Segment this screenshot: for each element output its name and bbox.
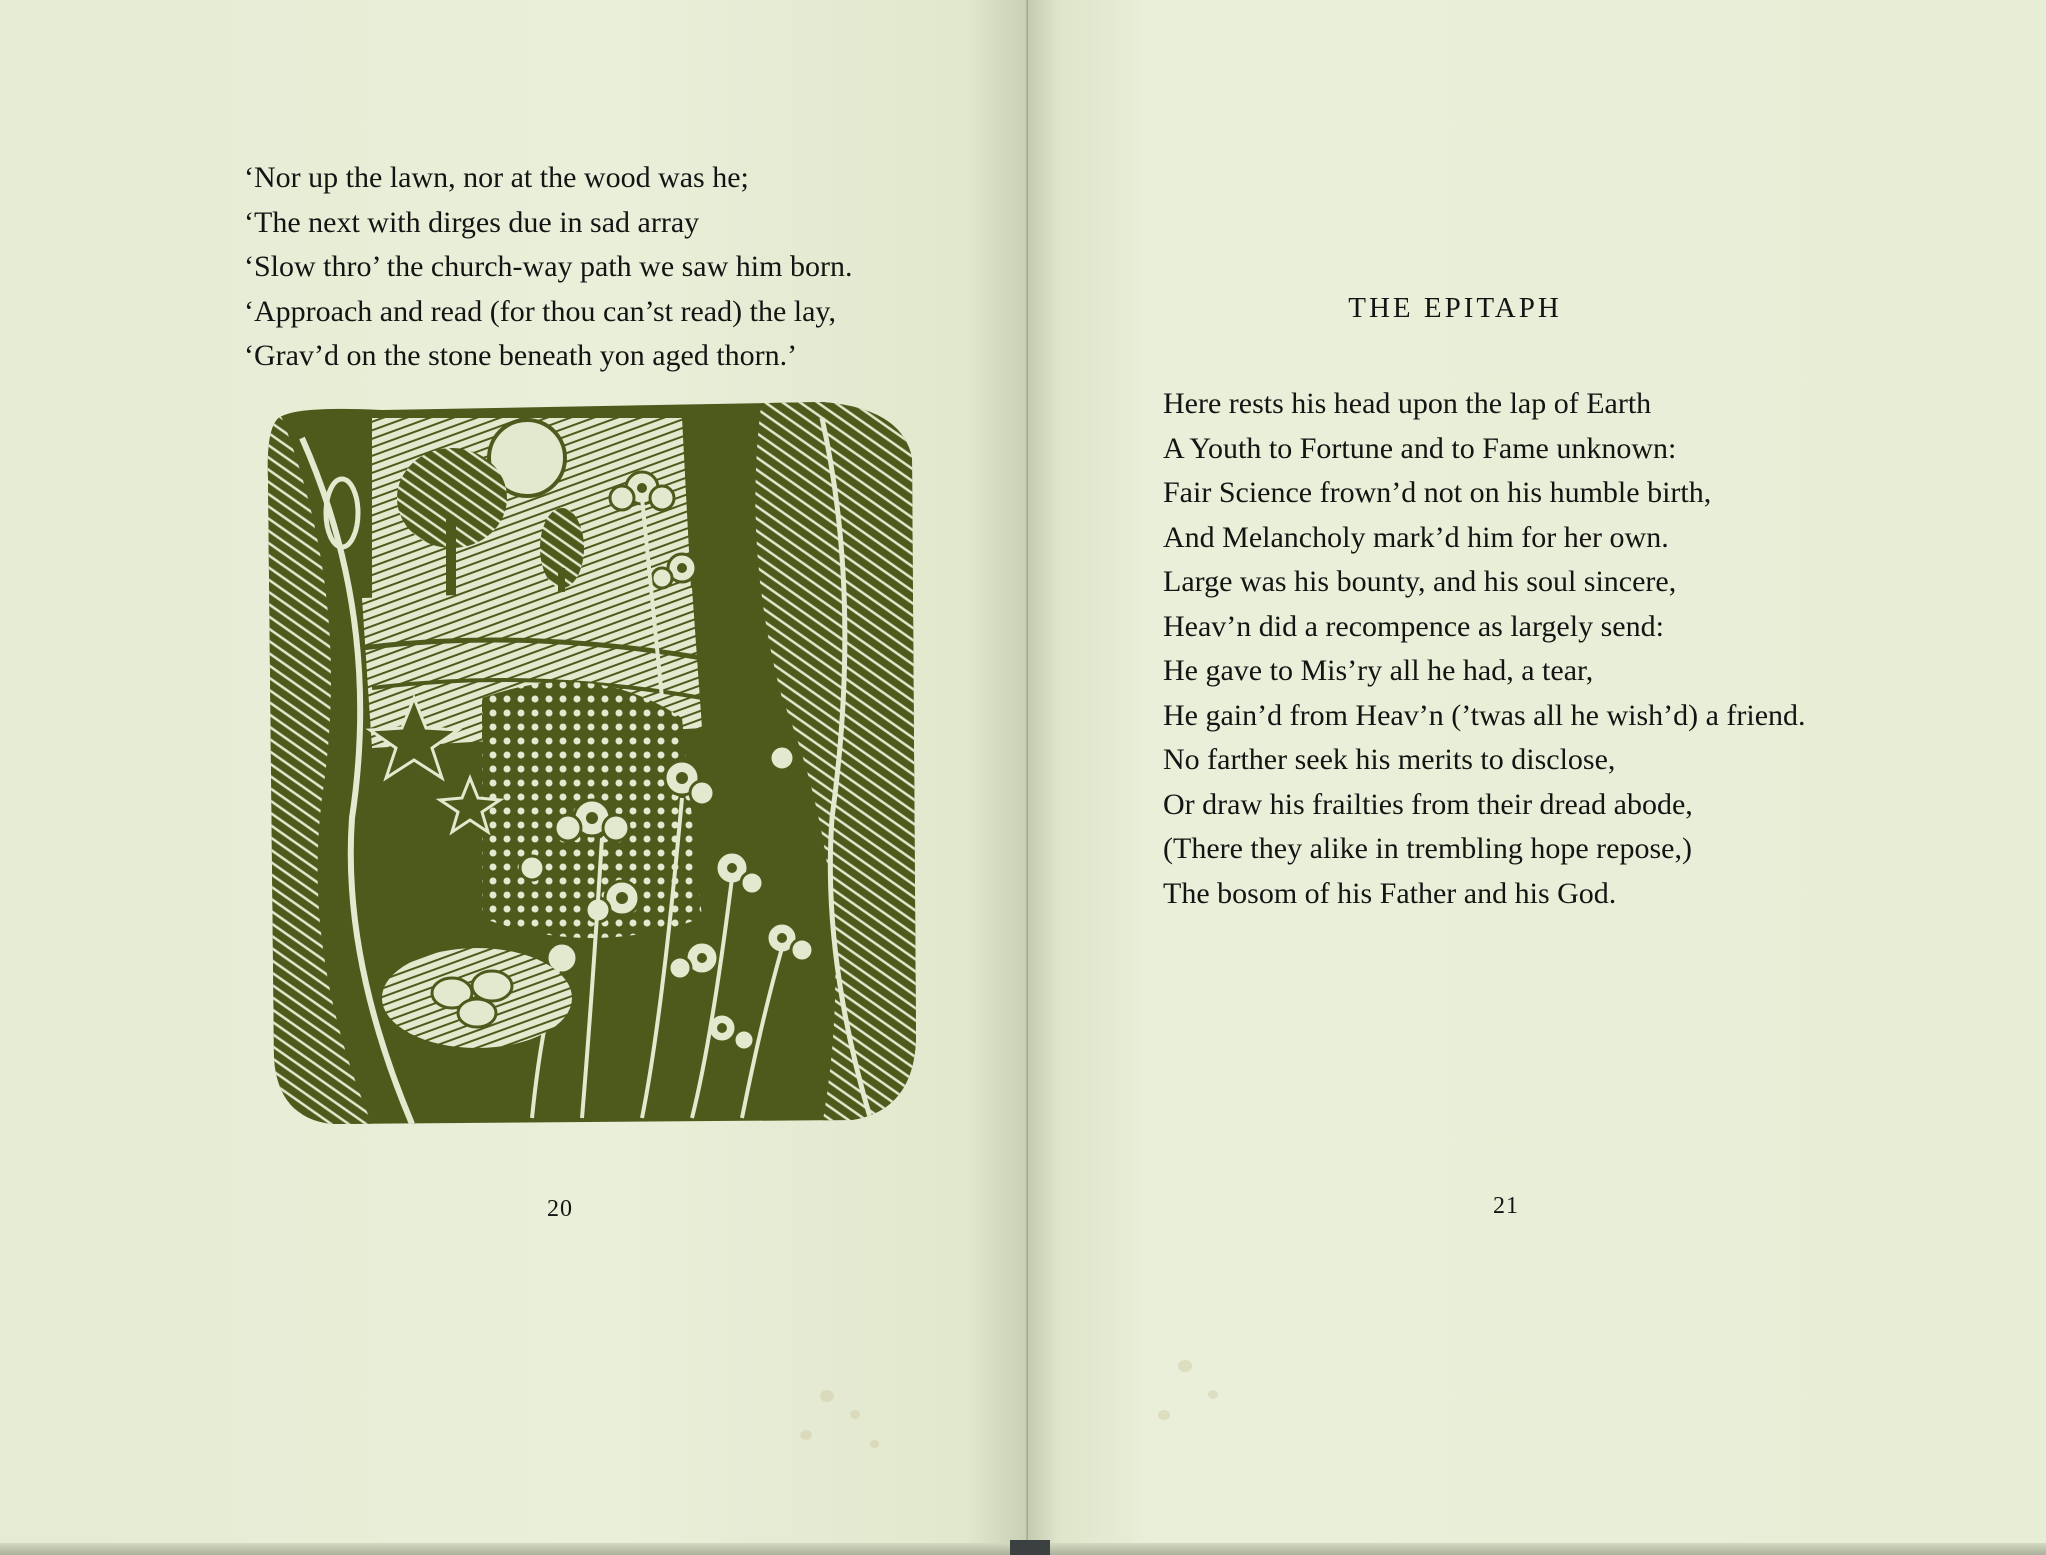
verse-line: ‘Nor up the lawn, nor at the wood was he; — [244, 161, 749, 194]
paper-stain — [1158, 1410, 1170, 1420]
spine-edge — [1010, 1540, 1050, 1555]
verse-line: ‘Approach and read (for thou can’st read) the lay, — [244, 294, 836, 328]
paper-stain — [800, 1430, 812, 1440]
verse-line: He gave to Mis’ry all he had, a tear, — [1163, 654, 1594, 687]
paper-stain — [1208, 1390, 1218, 1399]
verse-line: Heav’n did a recompence as largely send: — [1163, 609, 1664, 643]
poem-title: THE EPITAPH — [1348, 292, 1562, 324]
verse-line: ‘The next with dirges due in sad array — [244, 205, 700, 239]
verse-line: ‘Slow thro’ the church-way path we saw him born. — [244, 250, 853, 283]
paper-stain — [850, 1410, 860, 1419]
verse-line: And Melancholy mark’d him for her own. — [1163, 520, 1669, 554]
epitaph-verse — [1163, 382, 1806, 916]
page-number-left: 20 — [547, 1196, 573, 1222]
verse-line: ‘Grav’d on the stone beneath yon aged thorn.’ — [244, 339, 798, 372]
page-number-right: 21 — [1493, 1193, 1519, 1219]
woodcut-illustration — [262, 398, 920, 1126]
verse-line: Here rests his head upon the lap of Earth — [1163, 387, 1652, 420]
paper-stain — [870, 1440, 879, 1448]
left-verse — [244, 156, 852, 379]
verse-line: No farther seek his merits to disclose, — [1163, 743, 1616, 776]
verse-line: Fair Science frown’d not on his humble birth, — [1163, 476, 1712, 509]
verse-line: Or draw his frailties from their dread abode, — [1163, 787, 1693, 821]
verse-line: He gain’d from Heav’n (’twas all he wish’d) a friend. — [1163, 698, 1806, 732]
paper-stain — [1178, 1360, 1192, 1372]
verse-line: Large was his bounty, and his soul sincere, — [1163, 565, 1677, 598]
verse-line: (There they alike in trembling hope repose,) — [1163, 832, 1692, 865]
paper-stain — [820, 1390, 834, 1402]
verse-line: The bosom of his Father and his God. — [1163, 876, 1617, 910]
verse-line: A Youth to Fortune and to Fame unknown: — [1163, 431, 1677, 465]
